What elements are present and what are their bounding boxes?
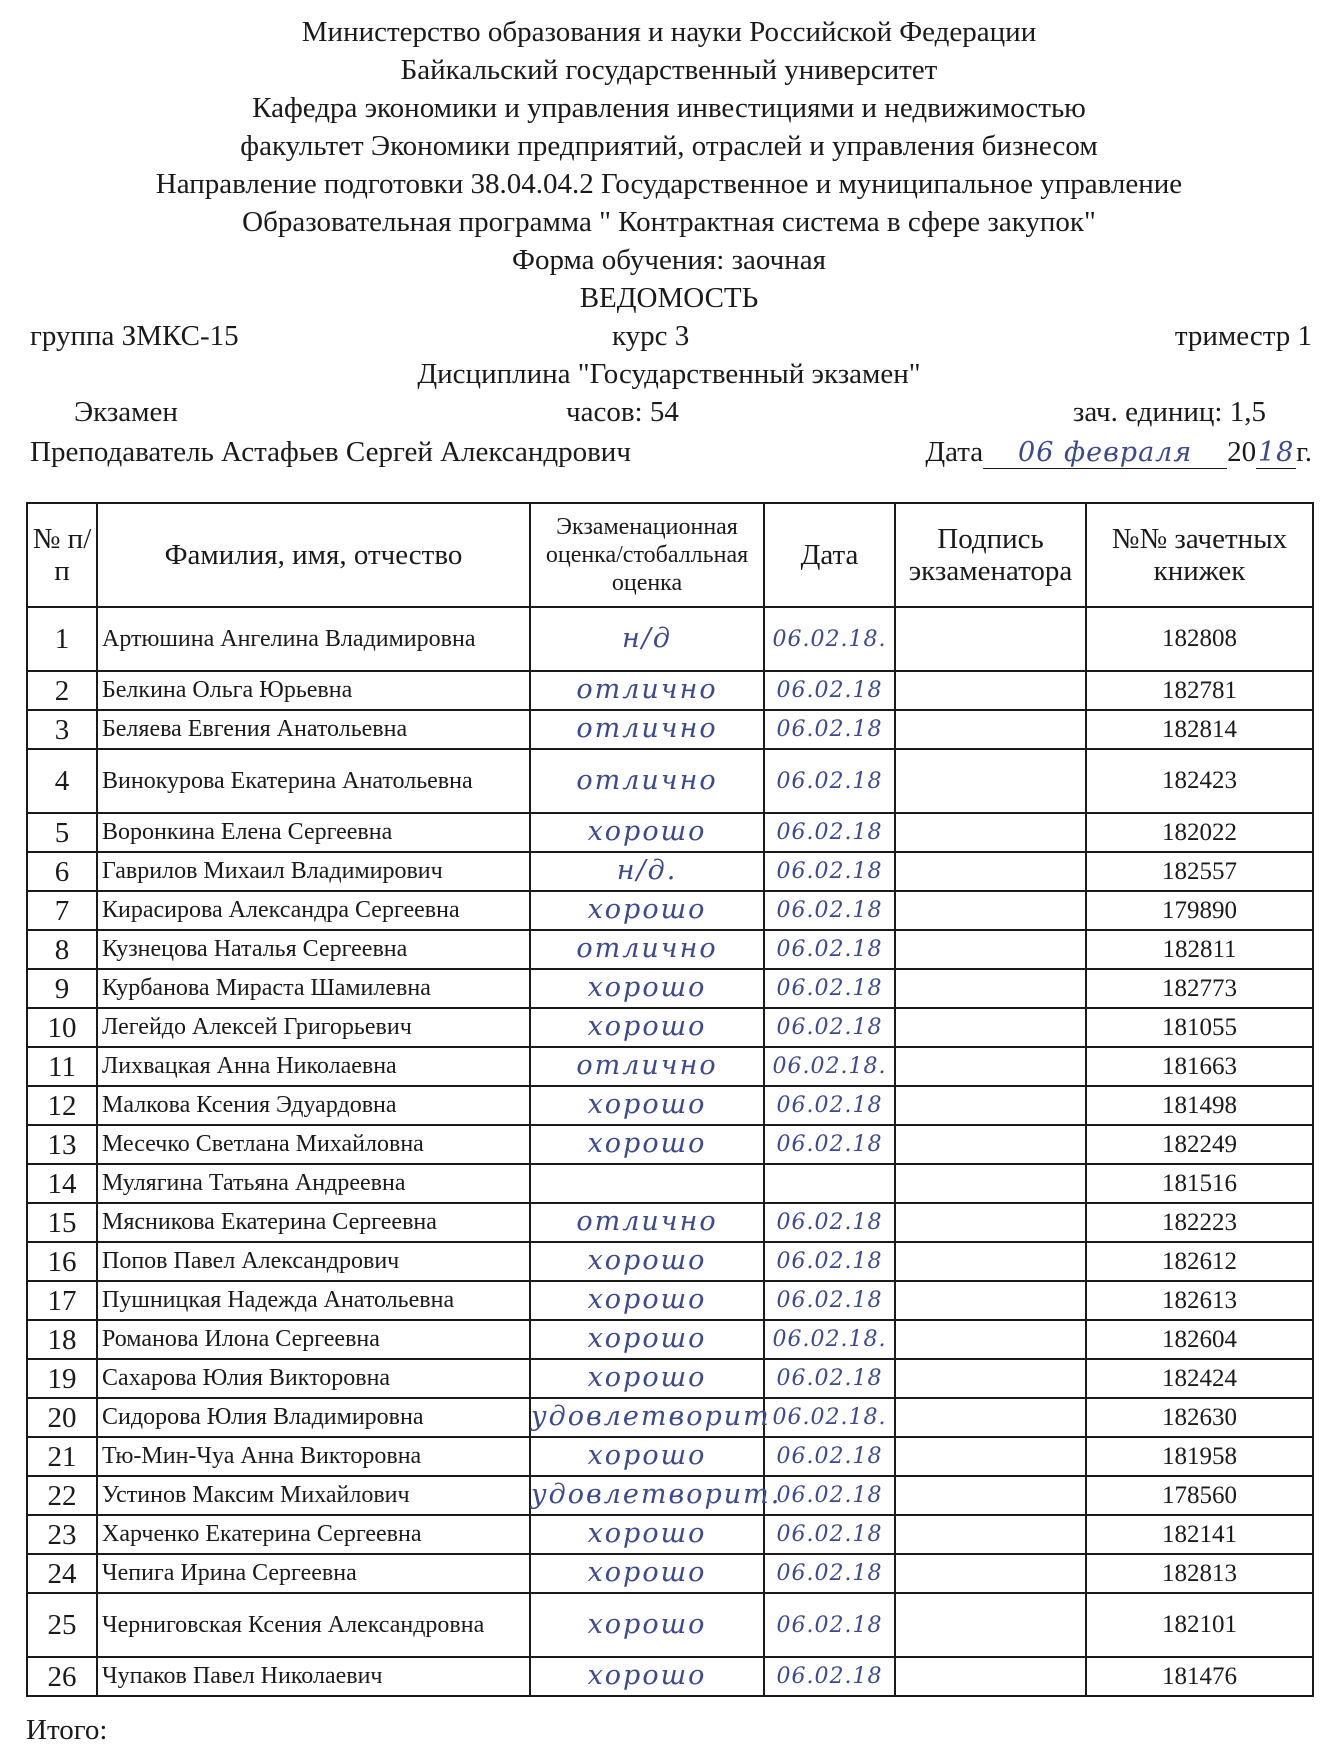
student-name: Чупаков Павел Николаевич — [97, 1657, 530, 1696]
exam-date-handwritten: 06.02.18. — [772, 1054, 887, 1079]
examiner-signature — [895, 891, 1086, 930]
university-line: Байкальский государственный университет — [400, 54, 938, 86]
header-fio: Фамилия, имя, отчество — [97, 503, 530, 607]
header-signature: Подпись экзаменатора — [895, 503, 1086, 607]
examiner-signature — [895, 1398, 1086, 1437]
exam-grade-handwritten: отлично — [576, 1206, 718, 1237]
examiner-signature — [895, 1476, 1086, 1515]
student-name: Малкова Ксения Эдуардовна — [97, 1086, 530, 1125]
exam-grade — [530, 1593, 764, 1657]
header-date: Дата — [764, 503, 895, 607]
record-book-number: 179890 — [1086, 891, 1313, 930]
table-row — [27, 813, 1313, 852]
student-name: Черниговская Ксения Александровна — [97, 1593, 530, 1657]
record-book-number: 182022 — [1086, 813, 1313, 852]
exam-date-handwritten: 06.02.18 — [776, 1612, 883, 1638]
record-book-number: 182612 — [1086, 1242, 1313, 1281]
record-book-number: 182423 — [1086, 749, 1313, 813]
group-label: группа ЗМКС-15 — [30, 320, 239, 352]
exam-grade-handwritten: хорошо — [587, 1518, 707, 1549]
exam-grade-handwritten: удовлетворит. — [531, 1479, 782, 1510]
examiner-signature — [895, 1164, 1086, 1203]
grades-table — [26, 502, 1314, 1697]
examiner-signature — [895, 1320, 1086, 1359]
student-name: Харченко Екатерина Сергеевна — [97, 1515, 530, 1554]
discipline-line: Дисциплина "Государственный экзамен" — [417, 358, 921, 390]
student-name: Белкина Ольга Юрьевна — [97, 671, 530, 710]
student-name: Лихвацкая Анна Николаевна — [97, 1047, 530, 1086]
row-number: 13 — [27, 1125, 97, 1164]
exam-date — [764, 1086, 895, 1125]
examiner-signature — [895, 1593, 1086, 1657]
year-suffix: г. — [1296, 436, 1312, 468]
table-row — [27, 1125, 1313, 1164]
exam-date — [764, 1359, 895, 1398]
exam-date-handwritten: 06.02.18 — [776, 768, 883, 794]
table-row — [27, 1398, 1313, 1437]
table-row — [27, 1359, 1313, 1398]
table-row — [27, 1242, 1313, 1281]
exam-grade — [530, 1515, 764, 1554]
exam-grade — [530, 1476, 782, 1515]
table-row — [27, 607, 1313, 671]
row-number: 24 — [27, 1554, 97, 1593]
ministry-line: Министерство образования и науки Российской Федерации — [301, 16, 1037, 48]
student-name: Гаврилов Михаил Владимирович — [97, 852, 530, 891]
exam-grade-handwritten: хорошо — [587, 1245, 707, 1276]
row-number: 9 — [27, 969, 97, 1008]
exam-date-handwritten: 06.02.18 — [776, 1093, 883, 1118]
exam-date — [764, 749, 895, 813]
table-row — [27, 1593, 1313, 1657]
examiner-signature — [895, 1281, 1086, 1320]
exam-grade — [530, 969, 764, 1008]
table-row — [27, 930, 1313, 969]
table-body — [27, 607, 1313, 1696]
table-row — [27, 671, 1313, 710]
exam-date-handwritten: 06.02.18. — [772, 1327, 887, 1352]
exam-grade — [530, 813, 764, 852]
exam-date-handwritten: 06.02.18 — [776, 820, 883, 845]
record-book-number: 182557 — [1086, 852, 1313, 891]
exam-date-handwritten: 06.02.18 — [776, 1483, 883, 1508]
examiner-signature — [895, 969, 1086, 1008]
student-name: Устинов Максим Михайлович — [97, 1476, 530, 1515]
exam-date — [764, 1593, 895, 1657]
exam-grade — [530, 1554, 764, 1593]
record-book-number: 181476 — [1086, 1657, 1313, 1696]
record-book-number: 182424 — [1086, 1359, 1313, 1398]
exam-grade-handwritten: хорошо — [587, 1323, 707, 1354]
record-book-number: 181958 — [1086, 1437, 1313, 1476]
table-row — [27, 1515, 1313, 1554]
exam-grade — [530, 1281, 764, 1320]
direction-line: Направление подготовки 38.04.04.2 Государственное и муниципальное управление — [155, 168, 1183, 200]
exam-date-handwritten: 06.02.18 — [776, 976, 883, 1001]
student-name: Попов Павел Александрович — [97, 1242, 530, 1281]
date-handwritten: 06 февраля — [983, 438, 1227, 469]
table-row — [27, 749, 1313, 813]
exam-grade-handwritten: хорошо — [587, 1440, 707, 1471]
exam-grade — [530, 852, 764, 891]
exam-grade — [530, 607, 764, 671]
examiner-signature — [895, 813, 1086, 852]
record-book-number: 182613 — [1086, 1281, 1313, 1320]
record-book-number: 182813 — [1086, 1554, 1313, 1593]
record-book-number: 182101 — [1086, 1593, 1313, 1657]
student-name: Кирасирова Александра Сергеевна — [97, 891, 530, 930]
exam-date-handwritten: 06.02.18 — [776, 1015, 883, 1040]
row-number: 11 — [27, 1047, 97, 1086]
exam-grade-handwritten: отлично — [576, 674, 718, 705]
exam-grade-handwritten: хорошо — [587, 1128, 707, 1159]
exam-grade — [530, 1164, 764, 1203]
exam-date — [764, 1242, 895, 1281]
exam-date-field — [925, 434, 1312, 470]
student-name: Тю-Мин-Чуа Анна Викторовна — [97, 1437, 530, 1476]
row-number: 1 — [27, 607, 97, 671]
table-row — [27, 1320, 1313, 1359]
total-label: Итого: — [26, 1714, 108, 1746]
exam-date — [764, 969, 895, 1008]
table-row — [27, 1047, 1313, 1086]
exam-grade — [530, 1008, 764, 1047]
exam-date — [764, 1203, 895, 1242]
exam-grade — [530, 749, 764, 813]
study-form-line: Форма обучения: заочная — [512, 244, 826, 276]
exam-date — [764, 891, 895, 930]
course-label: курс 3 — [612, 320, 690, 352]
exam-date-handwritten: 06.02.18 — [776, 1210, 883, 1235]
exam-date-handwritten: 06.02.18 — [776, 859, 883, 884]
exam-grade — [530, 1657, 764, 1696]
record-book-number: 182781 — [1086, 671, 1313, 710]
exam-grade-handwritten: хорошо — [587, 816, 707, 847]
record-book-number: 182814 — [1086, 710, 1313, 749]
row-number: 14 — [27, 1164, 97, 1203]
exam-date-handwritten: 06.02.18 — [776, 717, 883, 742]
exam-grade — [530, 930, 764, 969]
student-name: Артюшина Ангелина Владимировна — [97, 607, 530, 671]
exam-grade-handwritten: хорошо — [587, 1660, 707, 1691]
examiner-signature — [895, 930, 1086, 969]
credits-label: зач. единиц: 1,5 — [1072, 396, 1266, 428]
exam-date — [764, 930, 895, 969]
header-num: № п/п — [27, 503, 97, 607]
exam-date-handwritten: 06.02.18 — [776, 1132, 883, 1157]
examiner-signature — [895, 1086, 1086, 1125]
exam-grade — [530, 1047, 764, 1086]
hours-label: часов: 54 — [566, 396, 679, 428]
examiner-signature — [895, 1437, 1086, 1476]
exam-date-handwritten: 06.02.18. — [772, 1405, 887, 1430]
exam-date — [764, 671, 895, 710]
exam-grade-handwritten: хорошо — [587, 1089, 707, 1120]
student-name: Сидорова Юлия Владимировна — [97, 1398, 530, 1437]
student-name: Легейдо Алексей Григорьевич — [97, 1008, 530, 1047]
examiner-signature — [895, 1125, 1086, 1164]
exam-grade-handwritten: отлично — [576, 764, 718, 796]
exam-date-handwritten: 06.02.18 — [776, 937, 883, 962]
exam-date — [764, 1554, 895, 1593]
exam-date — [764, 1515, 895, 1554]
record-book-number: 182604 — [1086, 1320, 1313, 1359]
examiner-signature — [895, 749, 1086, 813]
exam-grade — [530, 1437, 764, 1476]
record-book-number: 182773 — [1086, 969, 1313, 1008]
exam-grade — [530, 671, 764, 710]
row-number: 10 — [27, 1008, 97, 1047]
row-number: 26 — [27, 1657, 97, 1696]
exam-date-handwritten: 06.02.18 — [776, 1664, 883, 1689]
row-number: 12 — [27, 1086, 97, 1125]
examiner-signature — [895, 1359, 1086, 1398]
exam-grade — [530, 1086, 764, 1125]
exam-date — [764, 1164, 895, 1203]
exam-grade — [530, 710, 764, 749]
table-row — [27, 891, 1313, 930]
exam-grade-handwritten: н/д. — [616, 855, 678, 886]
table-row — [27, 1476, 1313, 1515]
row-number: 17 — [27, 1281, 97, 1320]
examiner-signature — [895, 1203, 1086, 1242]
student-name: Воронкина Елена Сергеевна — [97, 813, 530, 852]
year-prefix: 20 — [1227, 436, 1257, 468]
row-number: 19 — [27, 1359, 97, 1398]
exam-date — [764, 1008, 895, 1047]
student-name: Месечко Светлана Михайловна — [97, 1125, 530, 1164]
exam-type-label: Экзамен — [74, 396, 178, 428]
record-book-number: 182808 — [1086, 607, 1313, 671]
examiner-signature — [895, 1242, 1086, 1281]
student-name: Кузнецова Наталья Сергеевна — [97, 930, 530, 969]
student-name: Беляева Евгения Анатольевна — [97, 710, 530, 749]
exam-date-handwritten: 06.02.18 — [776, 1249, 883, 1274]
faculty-line: факультет Экономики предприятий, отраслей и управления бизнесом — [240, 130, 1098, 162]
row-number: 21 — [27, 1437, 97, 1476]
row-number: 22 — [27, 1476, 97, 1515]
row-number: 15 — [27, 1203, 97, 1242]
table-row — [27, 1437, 1313, 1476]
header-grade: Экзаменационная оценка/стобалльная оценка — [530, 503, 764, 607]
row-number: 3 — [27, 710, 97, 749]
examiner-signature — [895, 710, 1086, 749]
student-name: Романова Илона Сергеевна — [97, 1320, 530, 1359]
exam-grade-handwritten: н/д — [622, 622, 672, 654]
student-name: Чепига Ирина Сергеевна — [97, 1554, 530, 1593]
table-row — [27, 1086, 1313, 1125]
row-number: 5 — [27, 813, 97, 852]
exam-grade-handwritten: хорошо — [587, 972, 707, 1003]
table-header-row — [27, 503, 1313, 607]
document-title: ВЕДОМОСТЬ — [579, 282, 759, 314]
exam-grade — [530, 1242, 764, 1281]
exam-grade — [530, 1398, 771, 1437]
exam-date — [764, 1125, 895, 1164]
trimester-label: триместр 1 — [1174, 320, 1312, 352]
record-book-number: 178560 — [1086, 1476, 1313, 1515]
row-number: 16 — [27, 1242, 97, 1281]
table-row — [27, 1554, 1313, 1593]
examiner-signature — [895, 1047, 1086, 1086]
examiner-signature — [895, 1515, 1086, 1554]
exam-date-handwritten: 06.02.18 — [776, 678, 883, 703]
student-name: Мясникова Екатерина Сергеевна — [97, 1203, 530, 1242]
date-label: Дата — [925, 436, 984, 468]
program-line: Образовательная программа " Контрактная система в сфере закупок" — [242, 206, 1096, 238]
exam-grade — [530, 1320, 764, 1359]
exam-grade-handwritten: отлично — [576, 713, 718, 744]
exam-date-handwritten: 06.02.18 — [776, 898, 883, 923]
examiner-signature — [895, 1008, 1086, 1047]
examiner-signature — [895, 1554, 1086, 1593]
exam-date — [764, 852, 895, 891]
exam-grade — [530, 1203, 764, 1242]
record-book-number: 182249 — [1086, 1125, 1313, 1164]
exam-grade-handwritten: хорошо — [587, 1557, 707, 1588]
exam-date — [764, 1476, 895, 1515]
record-book-number: 181055 — [1086, 1008, 1313, 1047]
table-row — [27, 1281, 1313, 1320]
exam-date — [764, 1281, 895, 1320]
examiner-signature — [895, 607, 1086, 671]
exam-date — [764, 1437, 895, 1476]
exam-date-handwritten: 06.02.18 — [776, 1561, 883, 1586]
table-row — [27, 1164, 1313, 1203]
table-row — [27, 1008, 1313, 1047]
department-line: Кафедра экономики и управления инвестициями и недвижимостью — [252, 92, 1086, 124]
exam-grade-handwritten: удовлетворит — [531, 1401, 771, 1432]
exam-grade-handwritten: отлично — [576, 933, 718, 964]
exam-date-handwritten: 06.02.18 — [776, 1444, 883, 1469]
row-number: 18 — [27, 1320, 97, 1359]
year-handwritten: 18 — [1257, 437, 1295, 468]
exam-grade-handwritten: отлично — [576, 1050, 718, 1081]
record-book-number: 182223 — [1086, 1203, 1313, 1242]
exam-date — [764, 813, 895, 852]
examiner-signature — [895, 1657, 1086, 1696]
table-row — [27, 710, 1313, 749]
exam-date-handwritten: 06.02.18 — [776, 1366, 883, 1391]
student-name: Курбанова Мираста Шамилевна — [97, 969, 530, 1008]
exam-grade — [530, 891, 764, 930]
examiner-signature — [895, 852, 1086, 891]
examiner-signature — [895, 671, 1086, 710]
student-name: Пушницкая Надежда Анатольевна — [97, 1281, 530, 1320]
exam-date — [764, 710, 895, 749]
exam-grade — [530, 1125, 764, 1164]
exam-grade-handwritten: хорошо — [587, 894, 707, 925]
row-number: 7 — [27, 891, 97, 930]
record-book-number: 181498 — [1086, 1086, 1313, 1125]
exam-date — [764, 1657, 895, 1696]
table-row — [27, 1657, 1313, 1696]
row-number: 23 — [27, 1515, 97, 1554]
exam-date-handwritten: 06.02.18 — [776, 1288, 883, 1313]
row-number: 25 — [27, 1593, 97, 1657]
header-book: №№ зачетных книжек — [1086, 503, 1313, 607]
exam-grade-handwritten: хорошо — [587, 1362, 707, 1393]
student-name: Сахарова Юлия Викторовна — [97, 1359, 530, 1398]
record-book-number: 182630 — [1086, 1398, 1313, 1437]
exam-date — [764, 607, 895, 671]
table-row — [27, 1203, 1313, 1242]
row-number: 2 — [27, 671, 97, 710]
exam-grade-handwritten: хорошо — [587, 1608, 707, 1640]
exam-date — [764, 1047, 895, 1086]
exam-date — [764, 1398, 895, 1437]
exam-date — [764, 1320, 895, 1359]
row-number: 6 — [27, 852, 97, 891]
table-row — [27, 852, 1313, 891]
exam-grade — [530, 1359, 764, 1398]
student-name: Винокурова Екатерина Анатольевна — [97, 749, 530, 813]
record-book-number: 182811 — [1086, 930, 1313, 969]
record-book-number: 181663 — [1086, 1047, 1313, 1086]
table-row — [27, 969, 1313, 1008]
student-name: Мулягина Татьяна Андреевна — [97, 1164, 530, 1203]
teacher-label: Преподаватель Астафьев Сергей Александрович — [30, 436, 631, 468]
exam-date-handwritten: 06.02.18. — [772, 626, 887, 652]
row-number: 8 — [27, 930, 97, 969]
exam-date-handwritten: 06.02.18 — [776, 1522, 883, 1547]
row-number: 20 — [27, 1398, 97, 1437]
record-book-number: 182141 — [1086, 1515, 1313, 1554]
exam-grade-handwritten: хорошо — [587, 1284, 707, 1315]
exam-grade-handwritten: хорошо — [587, 1011, 707, 1042]
record-book-number: 181516 — [1086, 1164, 1313, 1203]
row-number: 4 — [27, 749, 97, 813]
